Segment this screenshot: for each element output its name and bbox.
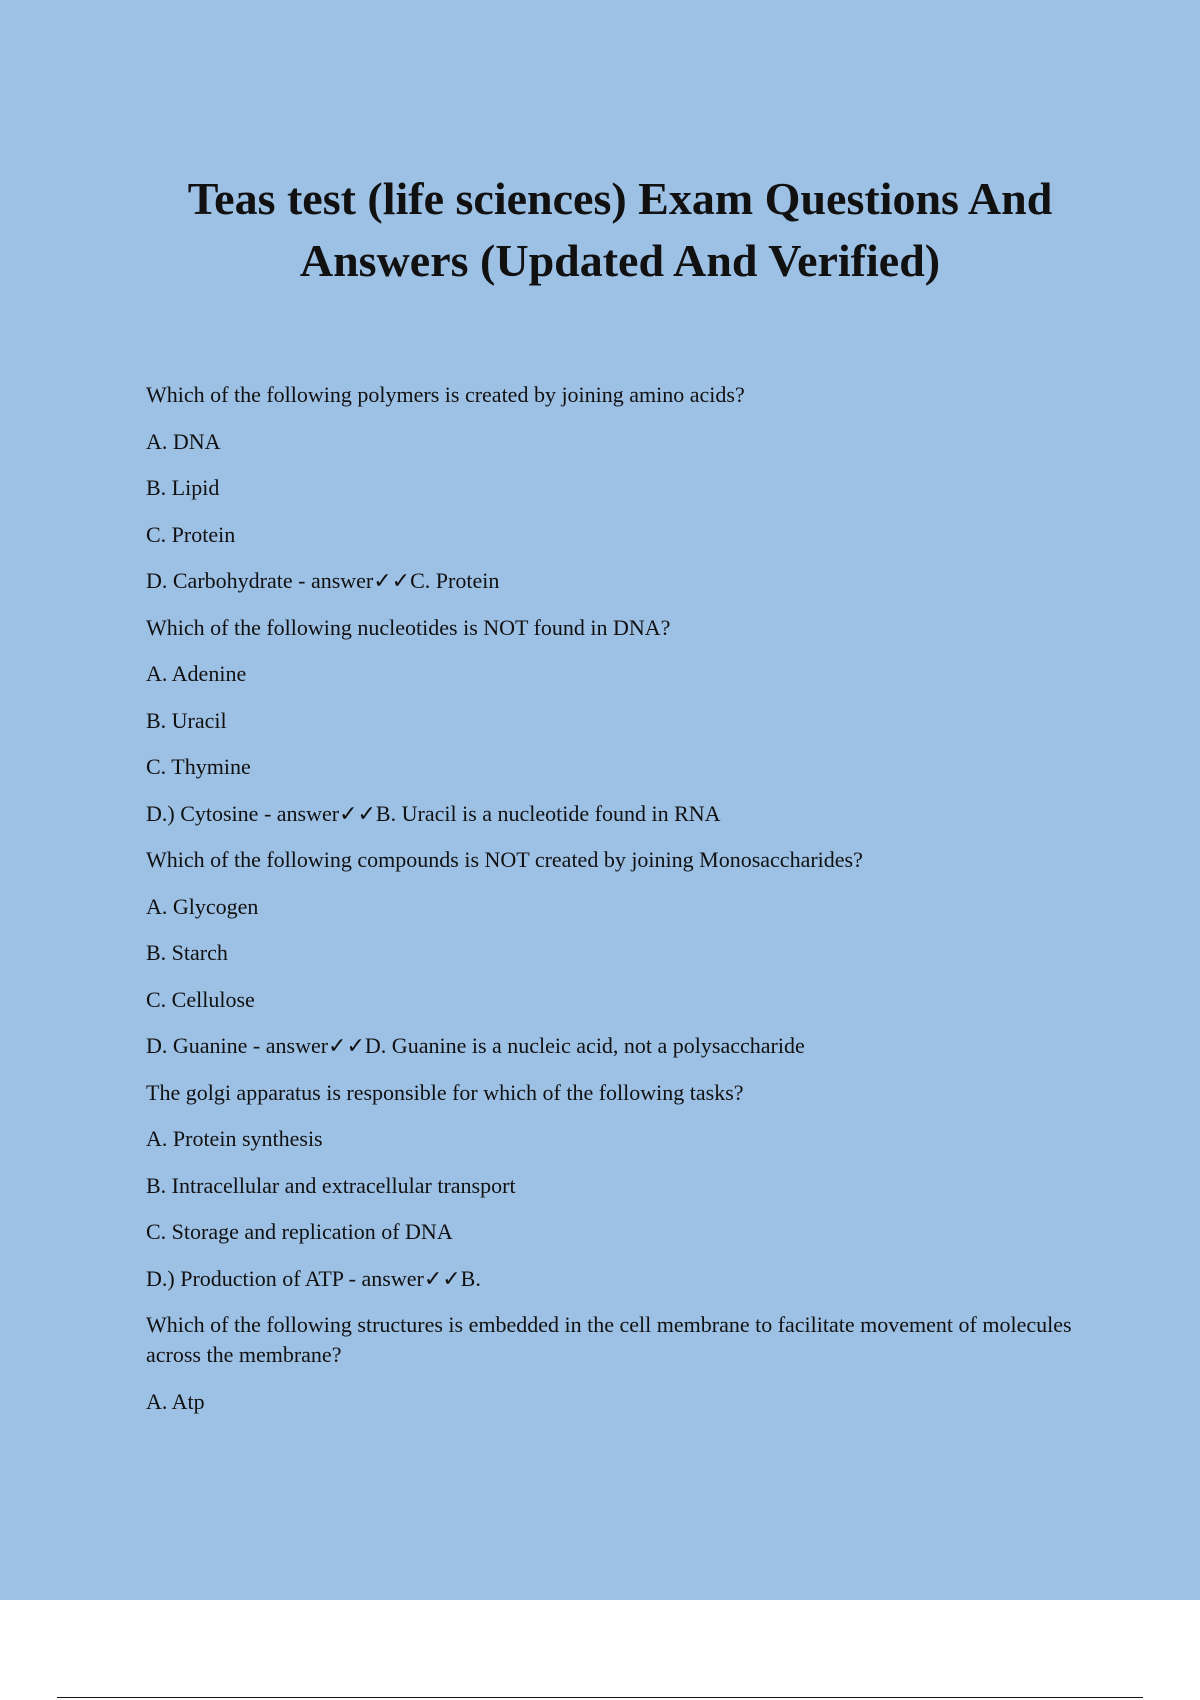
option-line: C. Protein: [146, 521, 236, 547]
answer-line: D. Carbohydrate - answer✓✓C. Protein: [146, 568, 500, 593]
question-line: Which of the following nucleotides is NOT found in DNA?: [146, 614, 671, 640]
question-line: The golgi apparatus is responsible for which of the following tasks?: [146, 1079, 744, 1105]
option-line: A. Adenine: [146, 661, 247, 686]
document-body: [146, 380, 1086, 1433]
answer-line: D.) Cytosine - answer✓✓B. Uracil is a nucleotide found in RNA: [146, 800, 721, 826]
answer-line: D. Guanine - answer✓✓D. Guanine is a nucleic acid, not a polysaccharide: [146, 1033, 805, 1058]
option-line: A. DNA: [146, 428, 221, 454]
option-line: B. Intracellular and extracellular transport: [146, 1172, 516, 1198]
option-line: B. Uracil: [146, 707, 227, 733]
option-line: A. Atp: [146, 1388, 205, 1414]
document-title: Teas test (life sciences) Exam Questions And Answers (Updated And Verified): [187, 173, 1053, 286]
option-line: A. Protein synthesis: [146, 1126, 323, 1151]
question-line: Which of the following polymers is created by joining amino acids?: [146, 382, 745, 407]
question-line: Which of the following compounds is NOT created by joining Monosaccharides?: [146, 847, 863, 872]
answer-line: D.) Production of ATP - answer✓✓B.: [146, 1265, 481, 1291]
option-line: C. Cellulose: [146, 986, 255, 1012]
option-line: B. Starch: [146, 940, 228, 965]
option-line: A. Glycogen: [146, 893, 259, 919]
question-line: Which of the following structures is embedded in the cell membrane to facilitate movement of molecules across the membrane?: [146, 1312, 1072, 1367]
option-line: B. Lipid: [146, 475, 220, 500]
footer-divider: [57, 1697, 1143, 1698]
option-line: C. Thymine: [146, 754, 251, 779]
option-line: C. Storage and replication of DNA: [146, 1219, 453, 1244]
